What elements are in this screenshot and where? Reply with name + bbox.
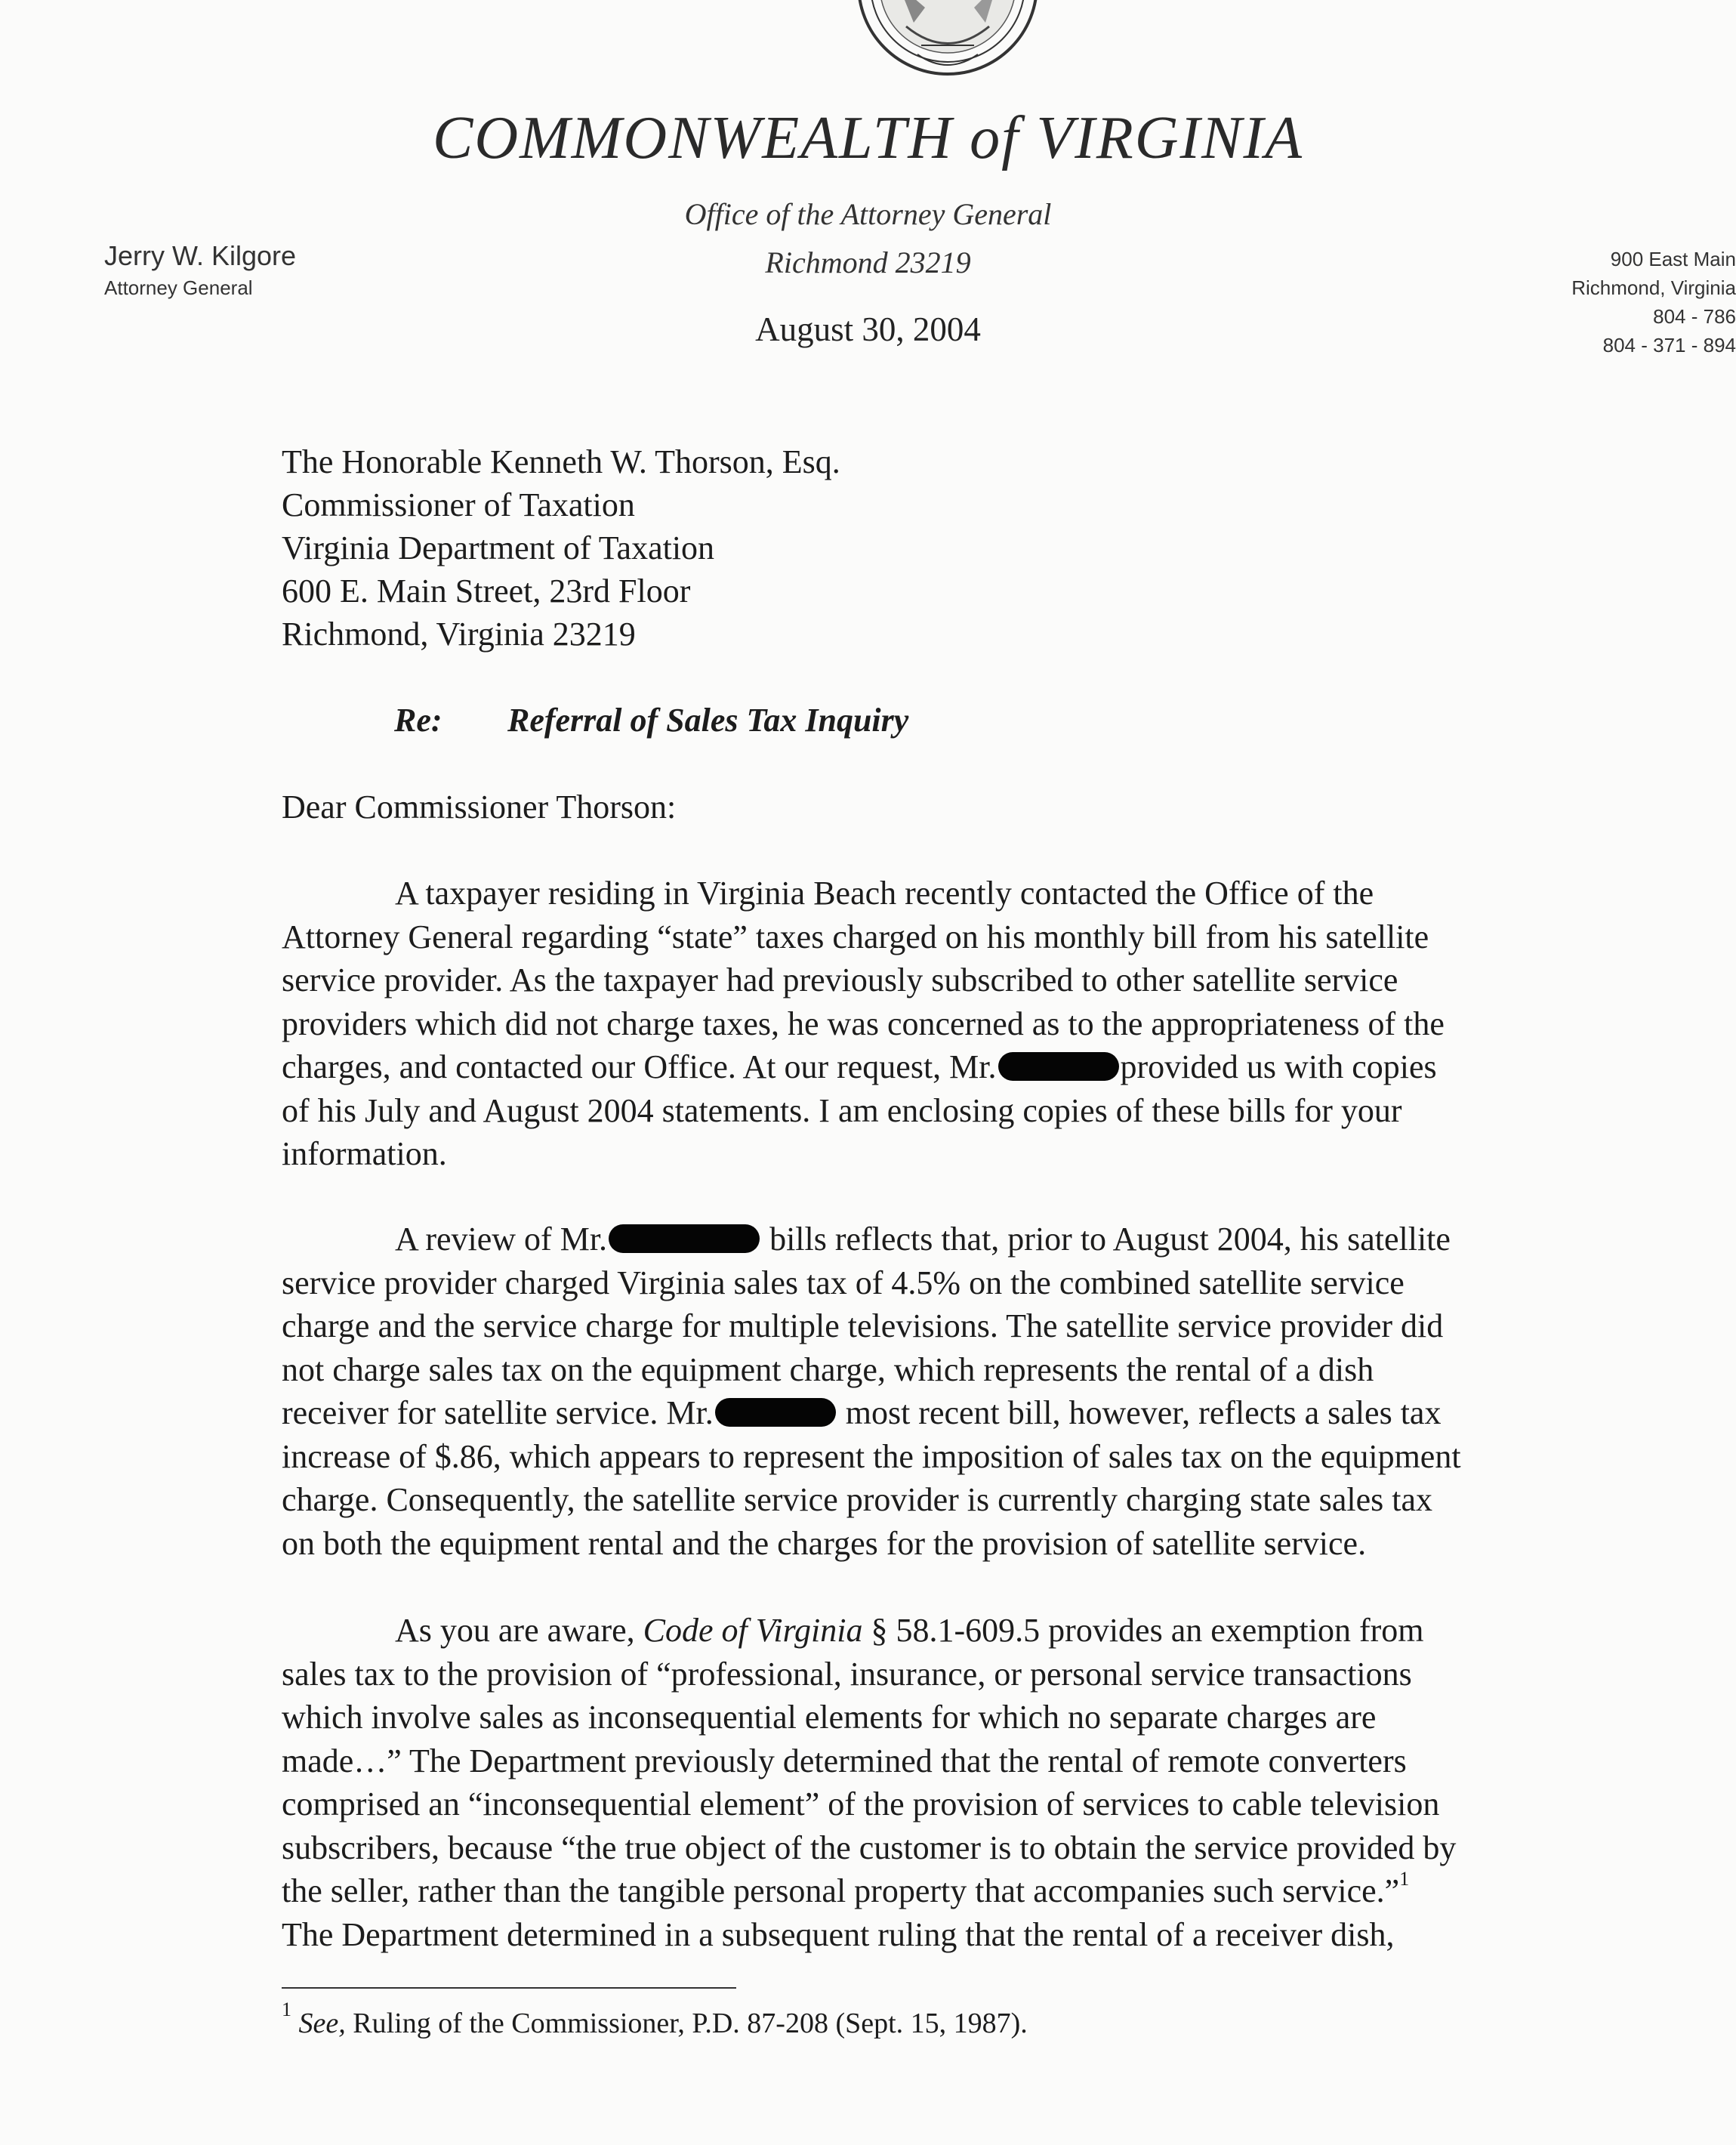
text-line (282, 1869, 1641, 1913)
footnote (282, 1998, 1028, 2040)
footnote-reference: 1 (1399, 1868, 1410, 1890)
redaction-mark (998, 1052, 1119, 1081)
subject-label: Re: (394, 702, 442, 739)
office-name: Office of the Attorney General (684, 197, 1052, 231)
text-line: information. (282, 1135, 447, 1172)
letterhead-title: COMMONWEALTH of VIRGINIA (433, 105, 1303, 171)
text-line: made…” The Department previously determined that the rental of remote converters (282, 1742, 1407, 1779)
text-line: service provider charged Virginia sales tax of 4.5% on the combined satellite service (282, 1264, 1405, 1301)
text-line: which involve sales as inconsequential elements for which no separate charges are (282, 1699, 1377, 1736)
recipient-line: Virginia Department of Taxation (282, 529, 715, 566)
recipient-line: Richmond, Virginia 23219 (282, 616, 636, 653)
body-paragraph-2 (282, 1218, 1641, 1565)
text-segment: most recent bill, however, reflects a sales tax (845, 1394, 1442, 1431)
text-line: providers which did not charge taxes, he was concerned as to the appropriateness of the (282, 1005, 1445, 1042)
redaction-mark (715, 1398, 836, 1427)
text-line: sales tax to the provision of “professional, insurance, or personal service transactions (282, 1655, 1412, 1693)
subject-text: Referral of Sales Tax Inquiry (507, 702, 909, 739)
state-seal-icon (853, 0, 1042, 83)
body-paragraph-1 (282, 872, 1641, 1176)
text-line (282, 1045, 1641, 1089)
text-line: of his July and August 2004 statements. I am enclosing copies of these bills for your (282, 1091, 1402, 1129)
text-line: A taxpayer residing in Virginia Beach recently contacted the Office of the (395, 875, 1374, 912)
footnote-divider (282, 1987, 736, 1989)
text-segment: As you are aware, (395, 1612, 635, 1649)
text-segment: § 58.1-609.5 provides an exemption from (871, 1612, 1424, 1649)
text-line: comprised an “inconsequential element” of the provision of services to cable television (282, 1785, 1440, 1822)
text-line: not charge sales tax on the equipment charge, which represents the rental of a dish (282, 1350, 1374, 1388)
body-paragraph-3 (282, 1609, 1641, 1956)
attorney-general-name: Jerry W. Kilgore (104, 240, 297, 271)
redaction-mark (609, 1224, 760, 1253)
text-segment: receiver for satellite service. Mr. (282, 1394, 714, 1431)
recipient-line: 600 E. Main Street, 23rd Floor (282, 573, 691, 610)
code-citation: Code of Virginia (643, 1612, 863, 1649)
text-segment: A review of Mr. (395, 1221, 608, 1258)
text-segment: provided us with copies (1120, 1048, 1437, 1085)
text-line: charge and the service charge for multiple televisions. The satellite service provider did (282, 1307, 1444, 1344)
text-line: on both the equipment rental and the charges for the provision of satellite service. (282, 1524, 1367, 1562)
text-line: service provider. As the taxpayer had previously subscribed to other satellite service (282, 961, 1398, 998)
text-line (282, 1391, 1641, 1435)
recipient-line: The Honorable Kenneth W. Thorson, Esq. (282, 443, 840, 480)
salutation: Dear Commissioner Thorson: (282, 789, 677, 826)
text-line: Attorney General regarding “state” taxes charged on his monthly bill from his satellite (282, 918, 1429, 955)
office-address-line: Richmond, Virginia (1571, 276, 1736, 299)
recipient-line: Commissioner of Taxation (282, 486, 635, 523)
office-city: Richmond 23219 (765, 245, 971, 279)
text-segment: charges, and contacted our Office. At our request, Mr. (282, 1048, 997, 1085)
attorney-general-title: Attorney General (104, 276, 253, 299)
text-line: The Department determined in a subsequent ruling that the rental of a receiver dish, (282, 1915, 1395, 1953)
text-line (282, 1218, 1641, 1261)
office-address-line: 900 East Main (1610, 248, 1736, 270)
letter-date: August 30, 2004 (755, 310, 981, 348)
text-segment: the seller, rather than the tangible personal property that accompanies such service.” (282, 1872, 1400, 1909)
footnote-number: 1 (282, 1998, 291, 2020)
footnote-text: Ruling of the Commissioner, P.D. 87-208 (Sept. 15, 1987). (345, 2008, 1028, 2039)
footnote-see: See, (298, 2008, 346, 2039)
office-phone-line: 804 - 786 (1653, 305, 1736, 328)
text-line: charge. Consequently, the satellite service provider is currently charging state sales tax (282, 1481, 1433, 1518)
text-line (282, 1609, 1641, 1653)
text-segment: bills reflects that, prior to August 2004, his satellite (769, 1221, 1451, 1258)
office-phone-line: 804 - 371 - 894 (1602, 334, 1736, 356)
text-line: subscribers, because “the true object of the customer is to obtain the service provided by (282, 1829, 1457, 1866)
text-line: increase of $.86, which appears to represent the imposition of sales tax on the equipment (282, 1437, 1461, 1475)
